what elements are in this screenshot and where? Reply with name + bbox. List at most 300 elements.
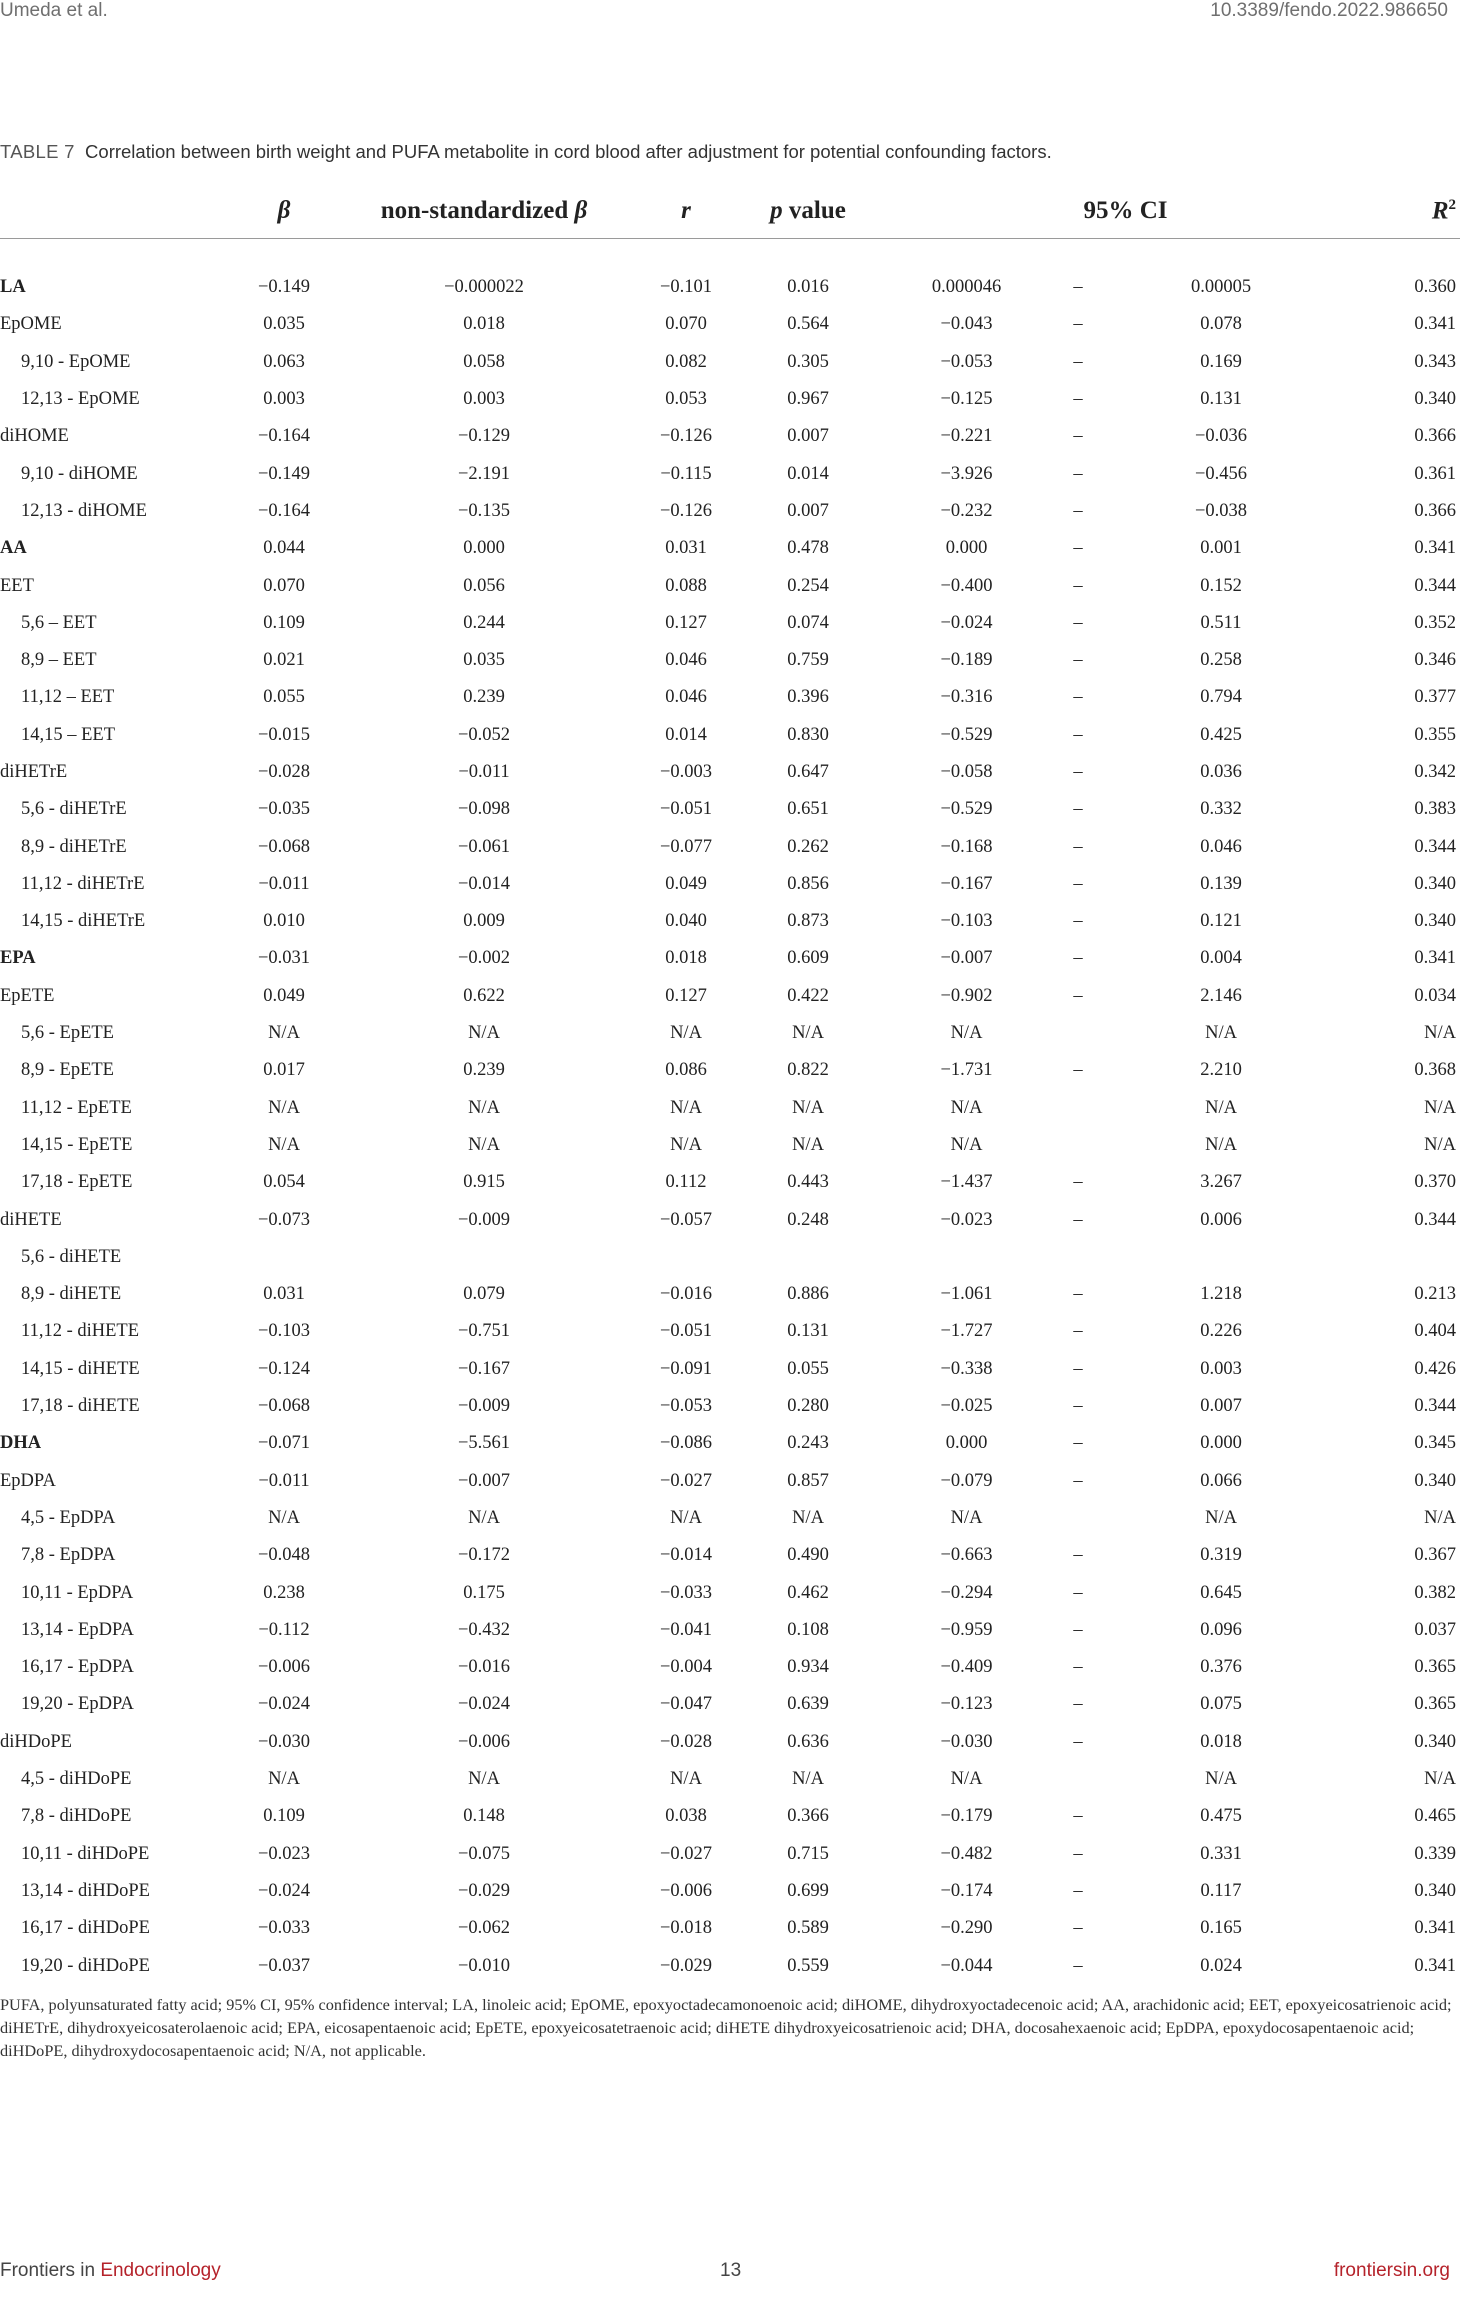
cell-r: −0.033: [659, 1582, 713, 1603]
cell-nonstd: −0.135: [457, 500, 511, 521]
table-row: [0, 306, 1460, 343]
cell-name: 8,9 – EET: [21, 650, 97, 671]
cell-beta: 0.238: [263, 1582, 305, 1603]
cell-dash: –: [1073, 538, 1083, 559]
cell-p: 0.262: [787, 836, 829, 857]
cell-hi: 0.258: [1200, 650, 1242, 671]
cell-p: 0.609: [787, 948, 829, 969]
cell-p: N/A: [792, 1507, 824, 1528]
cell-r: −0.014: [659, 1545, 713, 1566]
table-row: [0, 1724, 1460, 1761]
cell-r2: 0.370: [1414, 1172, 1457, 1193]
cell-dash: –: [1073, 575, 1083, 596]
cell-p: 0.422: [787, 985, 829, 1006]
table-row: [0, 754, 1460, 791]
col-95ci: 95% CI: [1083, 197, 1168, 224]
cell-beta: −0.048: [257, 1545, 311, 1566]
cell-r2: 0.346: [1414, 650, 1457, 671]
cell-p: 0.699: [787, 1880, 829, 1901]
cell-dash: –: [1073, 1955, 1083, 1976]
cell-r: −0.041: [659, 1619, 713, 1640]
cell-p: 0.967: [787, 389, 829, 410]
cell-beta: −0.112: [258, 1619, 310, 1640]
cell-hi: 0.226: [1200, 1321, 1242, 1342]
cell-p: 0.055: [787, 1358, 829, 1379]
cell-beta: −0.164: [257, 426, 311, 447]
cell-lo: −0.044: [940, 1955, 993, 1976]
cell-name: 11,12 - diHETrE: [21, 873, 145, 894]
table-row: [0, 679, 1460, 716]
cell-r2: 0.377: [1414, 687, 1457, 708]
cell-lo: −0.058: [940, 762, 993, 782]
cell-lo: −0.482: [940, 1843, 993, 1864]
cell-nonstd: 0.079: [463, 1284, 505, 1305]
cell-lo: −0.294: [940, 1582, 993, 1603]
cell-lo: [874, 1239, 1059, 1276]
cell-dash: –: [1073, 1582, 1083, 1603]
cell-name: 4,5 - EpDPA: [21, 1507, 116, 1528]
cell-beta: −0.149: [257, 463, 311, 484]
cell-r2: 0.343: [1414, 351, 1457, 372]
cell-nonstd: −2.191: [457, 463, 511, 484]
cell-name: 16,17 - diHDoPE: [21, 1918, 150, 1939]
cell-beta: −0.037: [257, 1955, 311, 1976]
cell-r: −0.126: [659, 500, 713, 521]
cell-beta: −0.024: [257, 1880, 311, 1901]
cell-r: 0.086: [665, 1060, 707, 1081]
cell-p: 0.934: [787, 1657, 829, 1678]
cell-r2: 0.382: [1414, 1582, 1457, 1603]
table-row: [0, 1612, 1460, 1649]
cell-r2: 0.340: [1414, 1880, 1457, 1901]
cell-lo: −0.167: [940, 873, 993, 894]
cell-r: N/A: [670, 1023, 702, 1044]
cell-r: N/A: [670, 1097, 702, 1118]
cell-hi: 0.046: [1200, 836, 1242, 857]
cell-r2: 0.340: [1414, 911, 1457, 932]
cell-nonstd: 0.058: [463, 351, 505, 372]
cell-p: 0.280: [787, 1396, 829, 1417]
table-row: [0, 1910, 1460, 1947]
cell-nonstd: −0.007: [457, 1470, 511, 1491]
cell-dash: –: [1073, 1209, 1083, 1230]
cell-r2: 0.361: [1414, 463, 1457, 484]
cell-beta: 0.044: [263, 538, 305, 559]
cell-hi: 0.511: [1200, 612, 1242, 633]
cell-beta: 0.070: [263, 575, 305, 596]
cell-lo: −0.103: [940, 911, 993, 932]
cell-lo: −0.053: [940, 351, 993, 372]
cell-r2: 0.344: [1414, 1396, 1457, 1417]
cell-p: 0.254: [787, 575, 829, 596]
cell-beta: N/A: [268, 1097, 300, 1118]
cell-beta: 0.063: [263, 351, 305, 372]
cell-beta: −0.164: [257, 500, 311, 521]
table-row: [0, 940, 1460, 977]
cell-r: 0.049: [665, 873, 707, 894]
cell-hi: 0.078: [1200, 314, 1242, 335]
cell-nonstd: 0.003: [463, 389, 505, 410]
cell-name: 5,6 - EpETE: [21, 1023, 114, 1044]
cell-dash: –: [1073, 1731, 1083, 1752]
cell-name: EpDPA: [0, 1470, 56, 1491]
cell-p: 0.589: [787, 1918, 829, 1939]
cell-hi: −0.038: [1194, 500, 1248, 521]
cell-p: N/A: [792, 1769, 824, 1790]
cell-r: 0.112: [665, 1172, 707, 1193]
cell-lo: −3.926: [940, 463, 993, 484]
cell-p: 0.759: [787, 650, 829, 671]
cell-lo: −0.316: [940, 687, 993, 708]
cell-r2: 0.340: [1414, 389, 1457, 410]
cell-hi: 0.096: [1200, 1619, 1242, 1640]
cell-r2: 0.342: [1414, 762, 1457, 782]
cell-hi: 0.006: [1200, 1209, 1242, 1230]
cell-nonstd: −0.061: [457, 836, 511, 857]
cell-lo: −0.902: [940, 985, 993, 1006]
cell-dash: –: [1073, 687, 1083, 708]
cell-nonstd: 0.244: [463, 612, 505, 633]
cell-p: 0.248: [787, 1209, 829, 1230]
cell-beta: N/A: [268, 1134, 300, 1155]
cell-hi: 0.117: [1200, 1880, 1242, 1901]
cell-r2: 0.368: [1414, 1060, 1457, 1081]
cell-beta: −0.024: [257, 1694, 311, 1715]
table-caption: [0, 141, 1460, 163]
cell-dash: –: [1073, 1433, 1083, 1454]
cell-beta: N/A: [268, 1023, 300, 1044]
cell-beta: −0.068: [257, 836, 311, 857]
cell-r: 0.070: [665, 314, 707, 335]
cell-hi: 0.075: [1200, 1694, 1242, 1715]
cell-p: 0.366: [787, 1806, 829, 1827]
cell-dash: –: [1073, 1172, 1083, 1193]
cell-r2: 0.355: [1414, 724, 1457, 745]
table-row: [0, 1873, 1460, 1910]
cell-r: −0.027: [659, 1470, 713, 1491]
cell-nonstd: −0.009: [457, 1209, 511, 1230]
cell-hi: 0.139: [1200, 873, 1242, 894]
cell-r2: 0.404: [1414, 1321, 1457, 1342]
cell-r2: N/A: [1424, 1023, 1457, 1044]
cell-name: 7,8 - diHDoPE: [21, 1806, 132, 1827]
cell-dash: –: [1073, 1358, 1083, 1379]
table-row: [0, 1798, 1460, 1835]
cell-nonstd: −0.129: [457, 426, 511, 447]
cell-p: 0.647: [787, 762, 829, 782]
cell-p: [742, 1239, 874, 1276]
cell-nonstd: N/A: [468, 1507, 500, 1528]
cell-p: 0.639: [787, 1694, 829, 1715]
cell-beta: −0.028: [257, 762, 311, 782]
cell-nonstd: −0.011: [458, 762, 510, 782]
table-row: [0, 567, 1460, 604]
cell-beta: 0.010: [263, 911, 305, 932]
cell-nonstd: N/A: [468, 1769, 500, 1790]
table-label: TABLE 7: [0, 141, 75, 162]
table-title: Correlation between birth weight and PUFA metabolite in cord blood after adjustment for potential confounding factors.: [85, 141, 1052, 162]
table-row: [0, 828, 1460, 865]
table-footnote: PUFA, polyunsaturated fatty acid; 95% CI, 95% confidence interval; LA, linoleic acid; EpOME, epoxyoctadecamonoenoic acid; diHOME, dihydroxyoctadecenoic acid; AA, arachidonic acid; EET, epoxyeicosatrienoic acid; diHETrE, dihydroxyeicosaterolaenoic acid; EPA, eicosapentaenoic acid; EpETE, epoxyeicosatetraenoic acid; diHETE dihydroxyeicosatrienoic acid; DHA, docosahexaenoic acid; EpDPA, epoxydocosapentaenoic acid; diHDoPE, dihydroxydocosapentaenoic acid; N/A, not applicable.: [0, 1995, 1452, 2060]
cell-beta: −0.124: [257, 1358, 311, 1379]
cell-beta: −0.149: [257, 277, 311, 298]
results-table: [0, 184, 1460, 1985]
table-row: [0, 1686, 1460, 1723]
col-p-value: p value: [770, 197, 846, 224]
table-row: [0, 1052, 1460, 1089]
cell-r: −0.086: [659, 1433, 713, 1454]
cell-name: 19,20 - EpDPA: [21, 1694, 134, 1715]
footer-site-link[interactable]: frontiersin.org: [1333, 2260, 1450, 2281]
cell-lo: −1.437: [940, 1172, 993, 1193]
cell-r2: 0.366: [1414, 426, 1457, 447]
cell-r: −0.018: [659, 1918, 713, 1939]
cell-name: 12,13 - EpOME: [21, 389, 140, 410]
cell-lo: −0.024: [940, 612, 993, 633]
cell-dash: –: [1073, 612, 1083, 633]
cell-r: 0.018: [665, 948, 707, 969]
cell-beta: −0.068: [257, 1396, 311, 1417]
cell-r: 0.127: [665, 985, 707, 1006]
table-row: [0, 418, 1460, 455]
cell-r: 0.014: [665, 724, 707, 745]
table-row: [0, 1276, 1460, 1313]
cell-dash: –: [1073, 426, 1083, 447]
col-r: r: [681, 197, 691, 224]
cell-r2: 0.344: [1414, 575, 1457, 596]
table-row: [0, 1015, 1460, 1052]
cell-beta: −0.006: [257, 1657, 311, 1678]
cell-beta: [230, 1239, 338, 1276]
cell-p: 0.014: [787, 463, 829, 484]
cell-beta: −0.030: [257, 1731, 311, 1752]
table-row: [0, 344, 1460, 381]
table-row: [0, 1761, 1460, 1798]
cell-beta: −0.011: [258, 873, 310, 894]
cell-r: −0.003: [659, 762, 713, 782]
cell-r: 0.127: [665, 612, 707, 633]
cell-lo: N/A: [950, 1097, 983, 1118]
table-row: [0, 1500, 1460, 1537]
cell-name: 11,12 – EET: [21, 687, 115, 708]
cell-name: AA: [0, 538, 27, 559]
cell-dash: –: [1073, 1806, 1083, 1827]
cell-r2: [1345, 1239, 1460, 1276]
cell-nonstd: N/A: [468, 1023, 500, 1044]
cell-dash: –: [1073, 948, 1083, 969]
cell-name: diHETE: [0, 1209, 62, 1230]
cell-lo: −0.232: [940, 500, 993, 521]
cell-p: 0.822: [787, 1060, 829, 1081]
cell-hi: 0.165: [1200, 1918, 1242, 1939]
cell-nonstd: −0.432: [457, 1619, 511, 1640]
table-row: [0, 1537, 1460, 1574]
cell-beta: −0.023: [257, 1843, 311, 1864]
cell-nonstd: 0.035: [463, 650, 505, 671]
cell-r2: 0.366: [1414, 500, 1457, 521]
cell-hi: 0.169: [1200, 351, 1242, 372]
cell-hi: [1097, 1239, 1345, 1276]
cell-beta: −0.011: [258, 1470, 310, 1491]
cell-hi: −0.036: [1194, 426, 1248, 447]
table-row: [0, 866, 1460, 903]
cell-hi: 1.218: [1200, 1284, 1242, 1305]
cell-beta: −0.071: [257, 1433, 311, 1454]
table-row: [0, 530, 1460, 567]
cell-hi: N/A: [1205, 1507, 1237, 1528]
cell-name: 7,8 - EpDPA: [21, 1545, 116, 1566]
table-row: [0, 1127, 1460, 1164]
cell-name: diHDoPE: [0, 1731, 72, 1752]
cell-r: 0.040: [665, 911, 707, 932]
cell-name: 9,10 - diHOME: [21, 463, 138, 484]
cell-p: 0.108: [787, 1619, 829, 1640]
cell-hi: 0.332: [1200, 799, 1242, 820]
cell-hi: 0.000: [1200, 1433, 1242, 1454]
cell-r2: 0.344: [1414, 836, 1457, 857]
cell-dash: –: [1073, 836, 1083, 857]
cell-name: 14,15 - diHETE: [21, 1358, 140, 1379]
cell-r2: 0.341: [1414, 314, 1457, 335]
cell-dash: –: [1073, 500, 1083, 521]
cell-lo: −0.290: [940, 1918, 993, 1939]
cell-r: −0.051: [659, 799, 713, 820]
table-row: [0, 1313, 1460, 1350]
table-row: [0, 791, 1460, 828]
cell-name: 5,6 - diHETE: [21, 1246, 122, 1267]
cell-nonstd: 0.175: [463, 1582, 505, 1603]
cell-nonstd: 0.018: [463, 314, 505, 335]
cell-hi: 0.425: [1200, 724, 1242, 745]
cell-dash: –: [1073, 1321, 1083, 1342]
cell-dash: –: [1073, 1396, 1083, 1417]
cell-beta: −0.033: [257, 1918, 311, 1939]
cell-r: −0.006: [659, 1880, 713, 1901]
cell-p: 0.131: [787, 1321, 829, 1342]
cell-r2: 0.352: [1414, 612, 1457, 633]
cell-r: 0.082: [665, 351, 707, 372]
cell-hi: 0.319: [1200, 1545, 1242, 1566]
table-row: [0, 1574, 1460, 1611]
cell-dash: –: [1073, 762, 1083, 782]
table-row: [0, 978, 1460, 1015]
cell-r: −0.029: [659, 1955, 713, 1976]
cell-nonstd: 0.915: [463, 1172, 505, 1193]
cell-nonstd: −0.024: [457, 1694, 511, 1715]
cell-lo: N/A: [950, 1134, 983, 1155]
cell-dash: –: [1073, 1694, 1083, 1715]
cell-nonstd: 0.239: [463, 1060, 505, 1081]
cell-name: 17,18 - EpETE: [21, 1172, 133, 1193]
cell-r2: 0.340: [1414, 1731, 1457, 1752]
table-row: [0, 717, 1460, 754]
cell-beta: 0.003: [263, 389, 305, 410]
cell-r: 0.046: [665, 650, 707, 671]
cell-p: 0.305: [787, 351, 829, 372]
cell-r2: 0.340: [1414, 873, 1457, 894]
cell-r: N/A: [670, 1507, 702, 1528]
cell-name: 11,12 - EpETE: [21, 1097, 132, 1118]
cell-p: 0.715: [787, 1843, 829, 1864]
cell-dash: –: [1073, 985, 1083, 1006]
cell-lo: −0.529: [940, 724, 993, 745]
cell-lo: −1.061: [940, 1284, 993, 1305]
cell-hi: 0.376: [1200, 1657, 1242, 1678]
cell-p: 0.564: [787, 314, 829, 335]
cell-dash: –: [1073, 1545, 1083, 1566]
cell-hi: 0.066: [1200, 1470, 1242, 1491]
table-row: [0, 269, 1460, 306]
cell-name: 13,14 - EpDPA: [21, 1619, 134, 1640]
cell-hi: 0.004: [1200, 948, 1242, 969]
col-nonstandardized-beta: non-standardized β: [380, 197, 588, 224]
cell-r: 0.053: [665, 389, 707, 410]
col-metabolite: [0, 184, 230, 239]
cell-dash: –: [1073, 650, 1083, 671]
cell-lo: −0.168: [940, 836, 993, 857]
cell-r2: 0.034: [1414, 985, 1457, 1006]
cell-r: 0.088: [665, 575, 707, 596]
running-header-authors: Umeda et al.: [0, 0, 108, 21]
cell-dash: –: [1073, 911, 1083, 932]
table-row: [0, 1164, 1460, 1201]
cell-p: 0.856: [787, 873, 829, 894]
cell-name: 9,10 - EpOME: [21, 351, 131, 372]
cell-p: N/A: [792, 1134, 824, 1155]
cell-r: 0.046: [665, 687, 707, 708]
table-row: [0, 642, 1460, 679]
cell-beta: 0.035: [263, 314, 305, 335]
cell-hi: 0.645: [1200, 1582, 1242, 1603]
cell-beta: −0.103: [257, 1321, 311, 1342]
cell-hi: 0.331: [1200, 1843, 1242, 1864]
cell-p: 0.886: [787, 1284, 829, 1305]
cell-name: 14,15 - diHETrE: [21, 911, 146, 932]
cell-dash: –: [1073, 799, 1083, 820]
cell-r2: N/A: [1424, 1769, 1457, 1790]
cell-lo: 0.000: [945, 538, 988, 559]
cell-dash: –: [1073, 1060, 1083, 1081]
cell-beta: −0.031: [257, 948, 311, 969]
cell-name: 17,18 - diHETE: [21, 1396, 140, 1417]
cell-nonstd: −0.029: [457, 1880, 511, 1901]
cell-lo: −0.007: [940, 948, 993, 969]
table-row: [0, 903, 1460, 940]
cell-nonstd: −0.075: [457, 1843, 511, 1864]
cell-r2: 0.367: [1414, 1545, 1457, 1566]
cell-hi: 0.131: [1200, 389, 1242, 410]
cell-p: N/A: [792, 1097, 824, 1118]
cell-lo: −0.409: [940, 1657, 993, 1678]
cell-name: DHA: [0, 1433, 42, 1454]
table-row: [0, 1425, 1460, 1462]
cell-nonstd: −0.006: [457, 1731, 511, 1752]
cell-dash: [1059, 1127, 1097, 1164]
cell-lo: N/A: [950, 1769, 983, 1790]
cell-nonstd: 0.622: [463, 985, 505, 1006]
table-row: [0, 493, 1460, 530]
cell-r2: 0.341: [1414, 538, 1457, 559]
table-row: [0, 1388, 1460, 1425]
table-row: [0, 1201, 1460, 1238]
cell-lo: −0.663: [940, 1545, 993, 1566]
col-beta: β: [277, 197, 291, 224]
cell-r2: 0.213: [1414, 1284, 1457, 1305]
cell-dash: –: [1073, 1657, 1083, 1678]
cell-r: −0.047: [659, 1694, 713, 1715]
cell-nonstd: N/A: [468, 1097, 500, 1118]
cell-nonstd: −0.009: [457, 1396, 511, 1417]
